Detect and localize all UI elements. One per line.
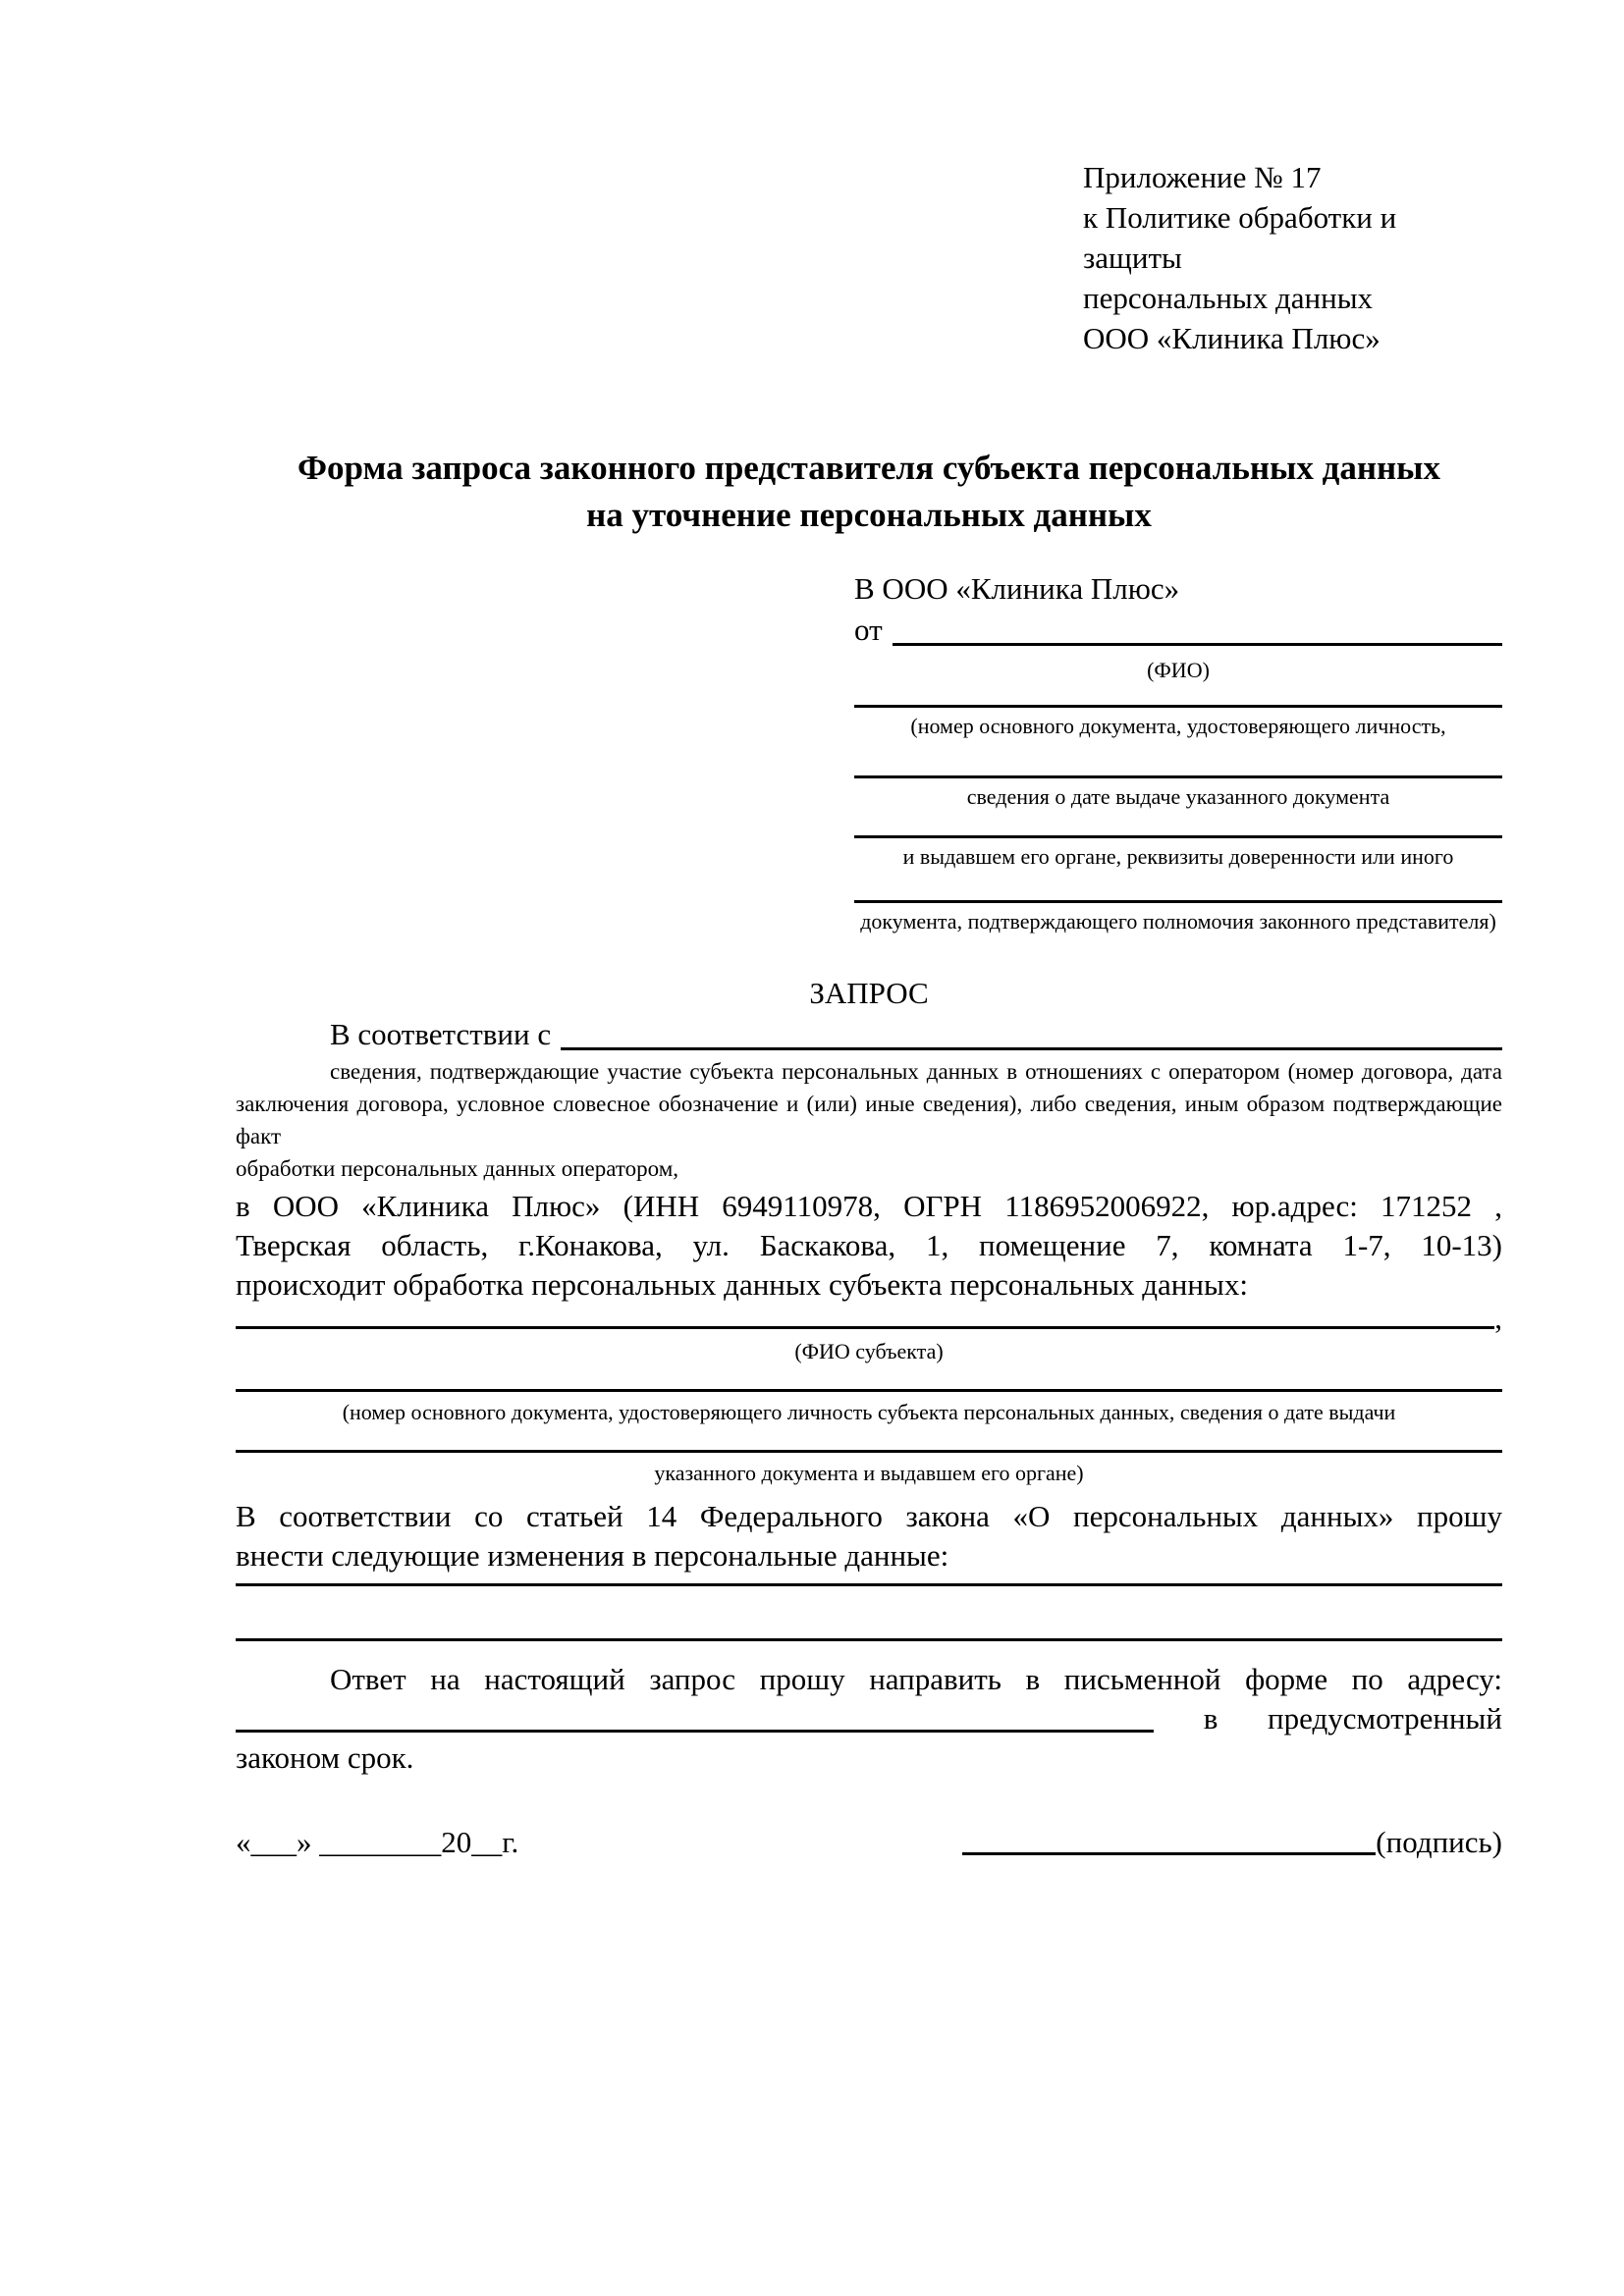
- law-line2: внести следующие изменения в персональные данные:: [236, 1538, 949, 1573]
- subject-doc-issue-input-line[interactable]: [236, 1426, 1502, 1453]
- date-input-line[interactable]: «___» ________20__г.: [236, 1825, 519, 1859]
- operator-line3: происходит обработка персональных данных субъекта персональных данных:: [236, 1267, 1248, 1302]
- doc-number-caption: (номер основного документа, удостоверяющего личность,: [910, 714, 1446, 738]
- response-word-predusmotrenny: предусмотренный: [1268, 1701, 1502, 1735]
- changes-input-line2[interactable]: [236, 1586, 1502, 1641]
- law-paragraph: [236, 1497, 1502, 1575]
- basis-input-line[interactable]: [561, 1014, 1502, 1050]
- smallprint-line1: сведения, подтверждающие участие субъекта персональных данных в отношениях с оператором (номер договора, дата: [330, 1059, 1502, 1084]
- doc-authority-caption: и выдавшем его органе, реквизиты доверенности или иного: [902, 844, 1454, 869]
- subject-fio-input-line[interactable]: [236, 1305, 1494, 1329]
- response-word-v: в: [1203, 1701, 1218, 1735]
- law-line1: В соответствии со статьей 14 Федерального закона «О персональных данных» прошу: [236, 1499, 1502, 1533]
- changes-input-line1[interactable]: [236, 1575, 1502, 1586]
- response-address-row: [236, 1699, 1502, 1738]
- appendix-policy-line2: персональных данных: [1083, 281, 1374, 315]
- basis-smallprint: [236, 1055, 1502, 1185]
- from-fio-input-line[interactable]: [893, 610, 1502, 646]
- basis-label: В соответствии с: [330, 1017, 552, 1051]
- subject-doc-caption-line1: (номер основного документа, удостоверяющего личность субъекта персональных данных, сведения о дате выдачи: [342, 1400, 1396, 1424]
- subject-fio-row: [236, 1301, 1502, 1335]
- doc-issue-date-caption: сведения о дате выдаче указанного документа: [966, 784, 1390, 809]
- page-title-line2: на уточнение персональных данных: [586, 496, 1152, 534]
- date-signature-row: [236, 1823, 1502, 1862]
- appendix-number: Приложение № 17: [1083, 160, 1322, 194]
- doc-powers-input-line[interactable]: [854, 871, 1502, 903]
- page-title: [236, 445, 1502, 539]
- subject-fio-caption: (ФИО субъекта): [794, 1339, 944, 1363]
- addressee-block: [854, 568, 1502, 935]
- doc-issue-date-input-line[interactable]: [854, 740, 1502, 778]
- appendix-policy-line: к Политике обработки и защиты: [1083, 200, 1397, 275]
- operator-line2: Тверская область, г.Конакова, ул. Баскакова, 1, помещение 7, комната 1-7, 10-13): [236, 1228, 1502, 1262]
- basis-row: [236, 1014, 1502, 1055]
- signature-group: [962, 1823, 1502, 1862]
- appendix-header: [1083, 157, 1502, 358]
- signature-input-line[interactable]: [962, 1852, 1376, 1855]
- signature-caption: (подпись): [1376, 1825, 1502, 1859]
- fio-caption: (ФИО): [1147, 658, 1210, 682]
- from-row: [854, 610, 1502, 651]
- doc-powers-caption: документа, подтверждающего полномочия законного представителя): [860, 909, 1496, 934]
- subject-doc-caption-line2: указанного документа и выдавшем его органе): [654, 1461, 1084, 1485]
- operator-paragraph: [236, 1187, 1502, 1305]
- smallprint-line3: обработки персональных данных оператором,: [236, 1156, 678, 1181]
- response-address-input-line[interactable]: [236, 1699, 1154, 1733]
- document-content: [236, 0, 1502, 1862]
- response-line3: законом срок.: [236, 1740, 414, 1775]
- doc-authority-input-line[interactable]: [854, 811, 1502, 838]
- appendix-org-name: ООО «Клиника Плюс»: [1083, 321, 1380, 355]
- doc-number-input-line[interactable]: [854, 684, 1502, 708]
- subject-fio-comma: ,: [1494, 1301, 1502, 1335]
- request-heading: ЗАПРОС: [809, 976, 929, 1010]
- page-title-line1: Форма запроса законного представителя субъекта персональных данных: [298, 449, 1440, 487]
- addressee-organization: В ООО «Клиника Плюс»: [854, 571, 1180, 606]
- operator-line1: в ООО «Клиника Плюс» (ИНН 6949110978, ОГРН 1186952006922, юр.адрес: 171252 ,: [236, 1189, 1502, 1223]
- response-line1: Ответ на настоящий запрос прошу направить в письменной форме по адресу:: [330, 1662, 1502, 1696]
- subject-doc-input-line[interactable]: [236, 1365, 1502, 1392]
- from-label: от: [854, 613, 883, 647]
- smallprint-line2: заключения договора, условное словесное обозначение и (или) иные сведения), либо сведения, иным образом подтверждающие факт: [236, 1092, 1502, 1148]
